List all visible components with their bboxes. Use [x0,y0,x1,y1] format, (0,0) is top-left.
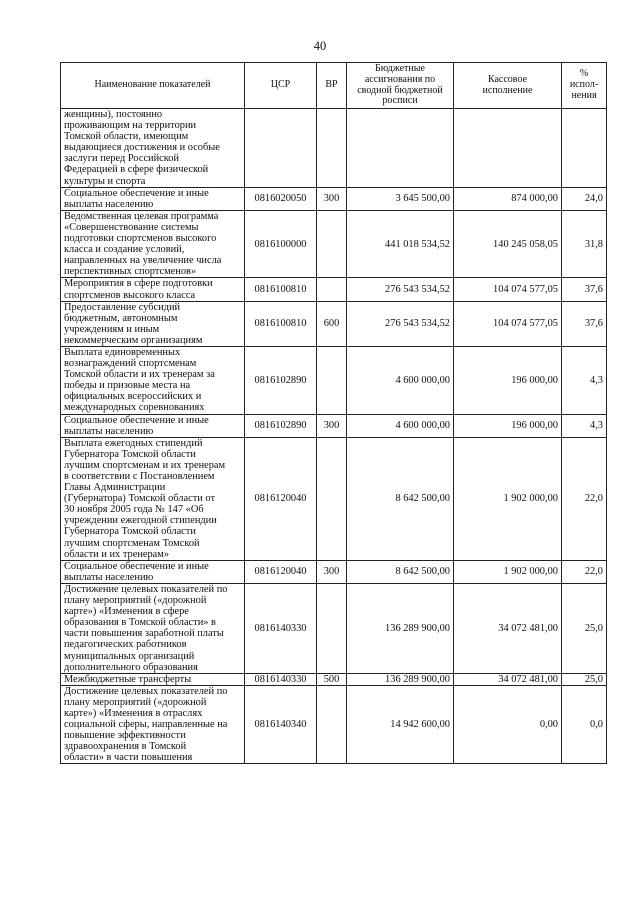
row-assigned: 8 642 500,00 [347,560,454,583]
row-executed: 34 072 481,00 [454,583,562,673]
row-percent: 4,3 [562,346,607,414]
row-assigned: 136 289 900,00 [347,583,454,673]
table-row [61,437,607,560]
row-executed: 34 072 481,00 [454,673,562,685]
header-percent: % испол- нения [562,63,607,109]
row-assigned: 276 543 534,52 [347,301,454,346]
row-executed: 874 000,00 [454,187,562,210]
table-row [61,109,607,188]
row-vr: 500 [317,673,347,685]
table-row [61,583,607,673]
row-name: Выплата ежегодных стипендий Губернатора Томской области лучшим спортсменам и их тренерам в соответствии с Постановлением Главы Администрации (Губернатора) Томской области от 30 ноября 2005 года № 147 «Об учреждении ежегодной стипендии Губернатора Томской области лучшим спортсменам Томской области и их тренерам» [61,437,245,560]
row-csr: 0816020050 [245,187,317,210]
row-assigned: 4 600 000,00 [347,414,454,437]
row-percent: 0,0 [562,685,607,764]
row-vr [317,583,347,673]
row-executed: 1 902 000,00 [454,437,562,560]
row-executed: 140 245 058,05 [454,210,562,278]
row-vr [317,685,347,764]
row-assigned: 8 642 500,00 [347,437,454,560]
page-number: 40 [313,39,327,53]
table-row [61,187,607,210]
row-assigned: 136 289 900,00 [347,673,454,685]
row-name: Достижение целевых показателей по плану мероприятий («дорожной карте») «Изменения в сфере образования в Томской области» в части повышения заработной платы педагогических работников муниципальных организаций дополнительного образования [61,583,245,673]
row-csr [245,109,317,188]
row-percent [562,109,607,188]
row-executed: 0,00 [454,685,562,764]
row-vr: 300 [317,560,347,583]
row-vr: 300 [317,414,347,437]
row-csr: 0816100810 [245,278,317,301]
table-row [61,560,607,583]
row-percent: 22,0 [562,560,607,583]
row-vr: 600 [317,301,347,346]
row-vr [317,109,347,188]
header-vr: ВР [317,63,347,109]
row-name: Социальное обеспечение и иные выплаты населению [61,560,245,583]
row-assigned: 4 600 000,00 [347,346,454,414]
row-percent: 37,6 [562,278,607,301]
row-assigned: 14 942 600,00 [347,685,454,764]
row-name: женщины), постоянно проживающим на территории Томской области, имеющим выдающиеся достижения и особые заслуги перед Российской Федерацией в сфере физической культуры и спорта [61,109,245,188]
header-name: Наименование показателей [61,63,245,109]
row-assigned: 441 018 534,52 [347,210,454,278]
row-percent: 22,0 [562,437,607,560]
row-percent: 4,3 [562,414,607,437]
row-percent: 24,0 [562,187,607,210]
row-name: Социальное обеспечение и иные выплаты населению [61,187,245,210]
row-assigned: 276 543 534,52 [347,278,454,301]
row-executed: 196 000,00 [454,346,562,414]
row-name: Социальное обеспечение и иные выплаты населению [61,414,245,437]
table-row [61,673,607,685]
row-executed [454,109,562,188]
row-name: Выплата единовременных вознаграждений спортсменам Томской области и их тренерам за победы и призовые места на официальных всероссийских и международных соревнованиях [61,346,245,414]
row-vr [317,278,347,301]
row-csr: 0816140330 [245,673,317,685]
row-vr [317,346,347,414]
row-name: Ведомственная целевая программа «Совершенствование системы подготовки спортсменов высокого класса и создание условий, направленных на увеличение числа перспективных спортсменов» [61,210,245,278]
row-assigned: 3 645 500,00 [347,187,454,210]
row-percent: 31,8 [562,210,607,278]
row-name: Межбюджетные трансферты [61,673,245,685]
row-csr: 0816140330 [245,583,317,673]
budget-table [60,62,607,764]
row-percent: 25,0 [562,673,607,685]
header-executed: Кассовое исполнение [454,63,562,109]
row-name: Мероприятия в сфере подготовки спортсменов высокого класса [61,278,245,301]
row-csr: 0816140340 [245,685,317,764]
row-percent: 25,0 [562,583,607,673]
row-vr [317,437,347,560]
table-row [61,685,607,764]
row-vr [317,210,347,278]
header-csr: ЦСР [245,63,317,109]
row-percent: 37,6 [562,301,607,346]
table-row [61,346,607,414]
table-row [61,414,607,437]
row-csr: 0816120040 [245,437,317,560]
row-executed: 104 074 577,05 [454,278,562,301]
row-executed: 1 902 000,00 [454,560,562,583]
row-csr: 0816100000 [245,210,317,278]
table-header-row [61,63,607,109]
header-assigned: Бюджетные ассигнования по сводной бюджетной росписи [347,63,454,109]
row-csr: 0816120040 [245,560,317,583]
row-csr: 0816102890 [245,346,317,414]
row-vr: 300 [317,187,347,210]
row-name: Предоставление субсидий бюджетным, автономным учреждениям и иным некоммерческим организациям [61,301,245,346]
row-name: Достижение целевых показателей по плану мероприятий («дорожной карте») «Изменения в отраслях социальной сферы, направленные на повышение эффективности здравоохранения в Томской области» в части повышения [61,685,245,764]
row-assigned [347,109,454,188]
table-row [61,278,607,301]
table-row [61,301,607,346]
row-csr: 0816100810 [245,301,317,346]
row-executed: 104 074 577,05 [454,301,562,346]
row-csr: 0816102890 [245,414,317,437]
row-executed: 196 000,00 [454,414,562,437]
table-row [61,210,607,278]
